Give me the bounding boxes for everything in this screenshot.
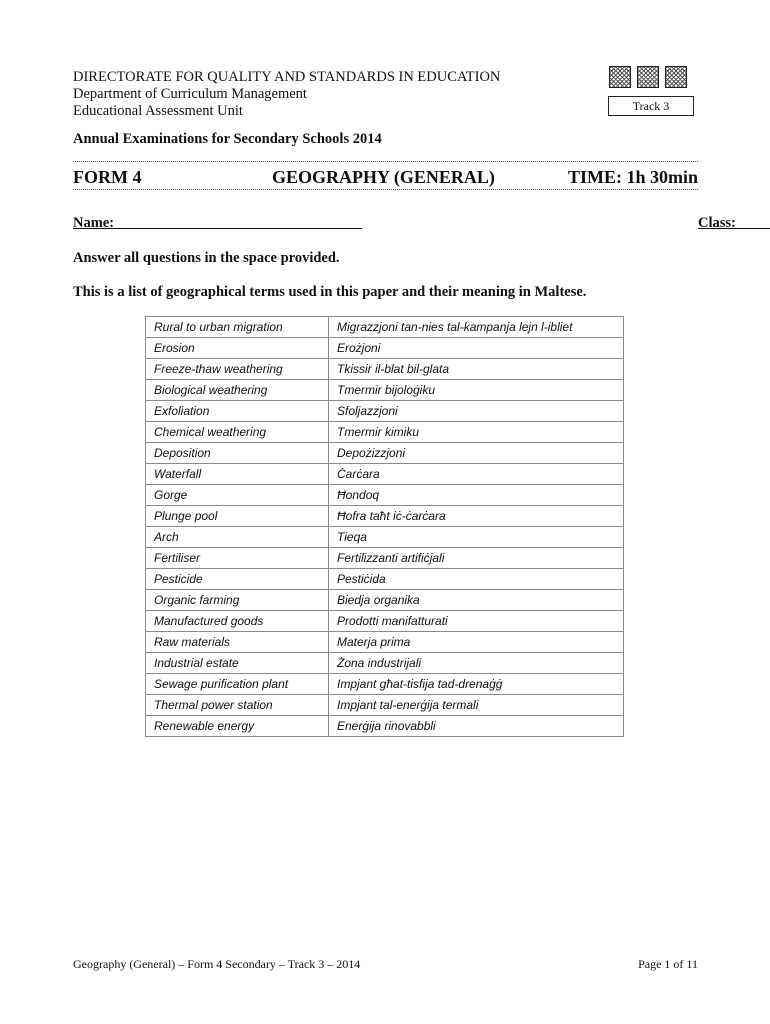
maltese-term: Fertilizzanti artifiċjali (329, 548, 624, 569)
english-term: Pesticide (146, 569, 329, 590)
footer-title: Geography (General) – Form 4 Secondary – Track 3 – 2014 (73, 957, 361, 971)
shaded-box-icon (637, 66, 659, 88)
english-term: Industrial estate (146, 653, 329, 674)
name-field[interactable] (73, 215, 362, 229)
class-label: Class: (698, 215, 736, 231)
table-row (146, 359, 624, 380)
subject-title: GEOGRAPHY (GENERAL) (272, 167, 495, 187)
maltese-term: Erożjoni (329, 338, 624, 359)
table-row (146, 506, 624, 527)
table-row (146, 548, 624, 569)
english-term: Gorge (146, 485, 329, 506)
table-row (146, 338, 624, 359)
english-term: Thermal power station (146, 695, 329, 716)
unit-name: Educational Assessment Unit (73, 103, 243, 119)
table-row (146, 653, 624, 674)
maltese-term: Sfoljazzjoni (329, 401, 624, 422)
class-field[interactable] (698, 215, 770, 229)
table-row (146, 401, 624, 422)
table-row (146, 611, 624, 632)
english-term: Fertiliser (146, 548, 329, 569)
exam-title: Annual Examinations for Secondary Schools 2014 (73, 131, 382, 147)
maltese-term: Tmermir kimiku (329, 422, 624, 443)
english-term: Exfoliation (146, 401, 329, 422)
table-row (146, 443, 624, 464)
maltese-term: Tieqa (329, 527, 624, 548)
shaded-box-icon (665, 66, 687, 88)
table-row (146, 422, 624, 443)
form-label: FORM 4 (73, 167, 142, 187)
department-name: Department of Curriculum Management (73, 86, 307, 102)
table-row (146, 527, 624, 548)
table-row (146, 632, 624, 653)
track-checkboxes (609, 66, 698, 88)
shaded-box-icon (609, 66, 631, 88)
english-term: Arch (146, 527, 329, 548)
maltese-term: Impjant għat-tisfija tad-drenaġġ (329, 674, 624, 695)
english-term: Manufactured goods (146, 611, 329, 632)
instruction-glossary: This is a list of geographical terms used in this paper and their meaning in Maltese. (73, 284, 587, 300)
english-term: Chemical weathering (146, 422, 329, 443)
page-number: Page 1 of 11 (638, 957, 698, 971)
table-row (146, 485, 624, 506)
table-row (146, 569, 624, 590)
english-term: Sewage purification plant (146, 674, 329, 695)
english-term: Deposition (146, 443, 329, 464)
table-row (146, 590, 624, 611)
english-term: Renewable energy (146, 716, 329, 737)
table-row (146, 674, 624, 695)
english-term: Raw materials (146, 632, 329, 653)
maltese-term: Impjant tal-enerġija termali (329, 695, 624, 716)
english-term: Biological weathering (146, 380, 329, 401)
directorate-name: DIRECTORATE FOR QUALITY AND STANDARDS IN EDUCATION (73, 69, 501, 85)
maltese-term: Prodotti manifatturati (329, 611, 624, 632)
exam-time: TIME: 1h 30min (567, 167, 698, 187)
english-term: Waterfall (146, 464, 329, 485)
table-row (146, 716, 624, 737)
maltese-term: Ċarċara (329, 464, 624, 485)
header-block (73, 69, 500, 120)
maltese-term: Ħofra taħt iċ-ċarċara (329, 506, 624, 527)
maltese-term: Migrazzjoni tan-nies tal-kampanja lejn l-ibliet (329, 317, 624, 338)
maltese-term: Ħondoq (329, 485, 624, 506)
english-term: Plunge pool (146, 506, 329, 527)
track-box-group (608, 66, 698, 116)
table-row (146, 317, 624, 338)
english-term: Rural to urban migration (146, 317, 329, 338)
english-term: Freeze-thaw weathering (146, 359, 329, 380)
maltese-term: Żona industrijali (329, 653, 624, 674)
maltese-term: Tmermir bijoloġiku (329, 380, 624, 401)
name-label: Name: (73, 215, 115, 231)
maltese-term: Enerġija rinovabbli (329, 716, 624, 737)
divider (73, 189, 698, 190)
divider (73, 161, 698, 162)
english-term: Organic farming (146, 590, 329, 611)
maltese-term: Tkissir il-blat bil-glata (329, 359, 624, 380)
maltese-term: Depożizzjoni (329, 443, 624, 464)
english-term: Erosion (146, 338, 329, 359)
maltese-term: Pestiċida (329, 569, 624, 590)
maltese-term: Materja prima (329, 632, 624, 653)
table-row (146, 464, 624, 485)
instruction-answer: Answer all questions in the space provided. (73, 250, 340, 266)
table-row (146, 695, 624, 716)
track-label: Track 3 (608, 96, 694, 116)
glossary-table (145, 316, 624, 737)
maltese-term: Biedja organika (329, 590, 624, 611)
table-row (146, 380, 624, 401)
